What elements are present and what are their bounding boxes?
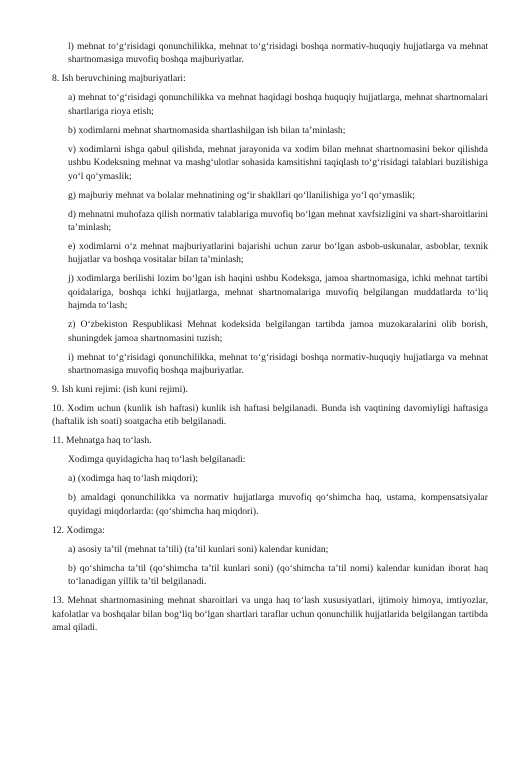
clause-8-v: v) xodimlarni ishga qabul qilishda, mehnat jarayonida va xodim bilan mehnat shartnomasini bekor qilishda ushbu Kodeksning mehnat va mashg‘ulotlar sohasida kamsitishni taqiqlash to‘g‘risidagi talablari buzilishiga yo‘l qo‘ymaslik; <box>68 143 488 182</box>
section-8-heading: 8. Ish beruvchining majburiyatlari: <box>52 73 186 85</box>
section-11-heading: 11. Mehnatga haq to‘lash. <box>52 435 152 447</box>
clause-8-i: i) mehnat to‘g‘risidagi qonunchilikka, mehnat to‘g‘risidagi boshqa normativ-huquqiy hujjatlarga va mehnat shartnomasiga muvofiq boshqa majburiyatlar. <box>68 351 488 377</box>
document-page <box>52 40 488 640</box>
clause-12-a: a) asosiy ta’til (mehnat ta’tili) (ta’til kunlari soni) kalendar kunidan; <box>68 543 329 555</box>
section-11-intro: Xodimga quyidagicha haq to‘lash belgilanadi: <box>68 454 246 466</box>
clause-8-j: j) xodimlarga berilishi lozim bo‘lgan ish haqini ushbu Kodeksga, jamoa shartnomasiga, ichki mehnat tartibi qoidalariga, boshqa ichki hujjatlarga, mehnat shartnomalariga muvofiq belgilangan muddatlarda to‘liq hajmda to‘lash; <box>68 273 488 312</box>
section-13: 13. Mehnat shartnomasining mehnat sharoitlari va unga haq to‘lash xususiyatlari, ijtimoiy himoya, imtiyozlar, kafolatlar va boshqalar bilan bog‘liq bo‘lgan shartlari taraflar uchun qonunchilik hujjatlarida belgilangan tartibda amal qiladi. <box>52 595 488 634</box>
clause-8-e: e) xodimlarni o‘z mehnat majburiyatlarini bajarishi uchun zarur bo‘lgan asbob-uskunalar, asboblar, texnik hujjatlar va boshqa vositalar bilan ta’minlash; <box>68 241 488 266</box>
clause-8-g: g) majburiy mehnat va bolalar mehnatining og‘ir shakllari qo‘llanilishiga yo‘l qo‘ymaslik; <box>68 189 415 201</box>
clause-7-l: l) mehnat to‘g‘risidagi qonunchilikka, mehnat to‘g‘risidagi boshqa normativ-huquqiy hujjatlarga va mehnat shartnomasiga muvofiq boshqa majburiyatlar. <box>68 41 488 66</box>
section-10: 10. Xodim uchun (kunlik ish haftasi) kunlik ish haftasi belgilanadi. Bunda ish vaqtining davomiyligi haftasiga (haftalik ish soati) soatgacha etib belgilanadi. <box>52 403 488 428</box>
clause-8-d: d) mehnatni muhofaza qilish normativ talablariga muvofiq bo‘lgan mehnat xavfsizligini va shart-sharoitlarini ta’minlash; <box>68 208 488 234</box>
clause-12-b: b) qo‘shimcha ta’til (qo‘shimcha ta’til kunlari soni) (qo‘shimcha ta’til nomi) kalendar kunidan iborat haq to‘lanadigan yillik ta’til belgilanadi. <box>68 562 488 588</box>
section-9: 9. Ish kuni rejimi: (ish kuni rejimi). <box>52 384 188 396</box>
section-12-heading: 12. Xodimga: <box>52 524 105 536</box>
clause-8-b: b) xodimlarni mehnat shartnomasida shartlashilgan ish bilan ta’minlash; <box>68 124 346 136</box>
clause-11-a: a) (xodimga haq to‘lash miqdori); <box>68 473 199 485</box>
clause-11-b: b) amaldagi qonunchilikka va normativ hujjatlarga muvofiq qo‘shimcha haq, ustama, kompensatsiyalar quyidagi miqdorlarda: (qo‘shimcha haq miqdori). <box>68 492 488 517</box>
clause-8-z: z) O‘zbekiston Respublikasi Mehnat kodeksida belgilangan tartibda jamoa muzokaralarini olib borish, shuningdek jamoa shartnomasini tuzish; <box>68 319 488 344</box>
clause-8-a: a) mehnat to‘g‘risidagi qonunchilikka va mehnat haqidagi boshqa huquqiy hujjatlarga, mehnat shartnomalari shartlariga rioya etish; <box>68 92 488 117</box>
